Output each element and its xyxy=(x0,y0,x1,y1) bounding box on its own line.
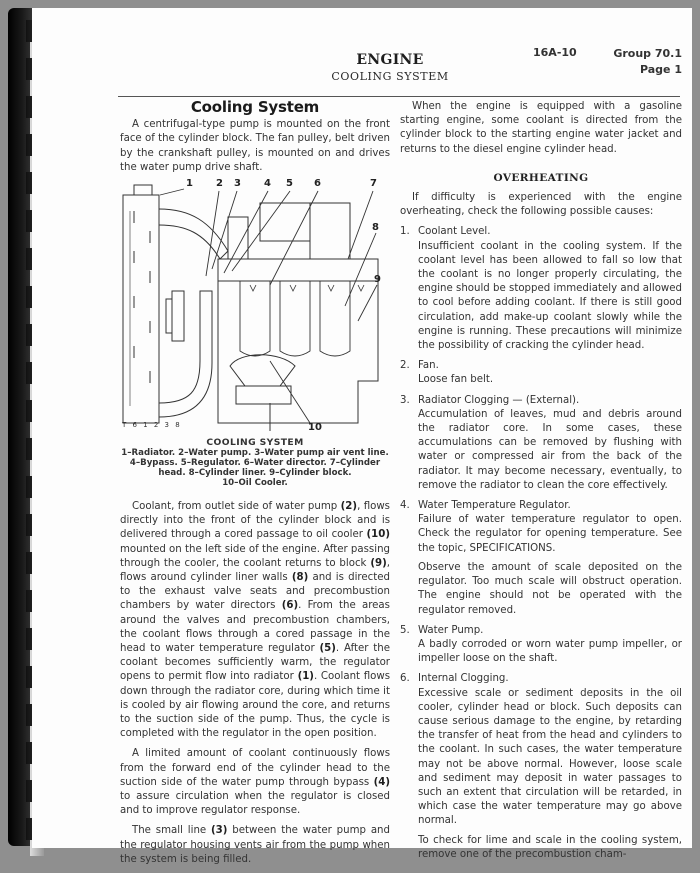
figure-caption xyxy=(120,438,390,488)
cause-body xyxy=(418,638,682,666)
ref-number: (8) xyxy=(291,572,309,584)
cause-body xyxy=(418,408,682,493)
ref-number: (5) xyxy=(319,643,336,655)
callout-label: 4 xyxy=(264,178,271,190)
text-run: The small line xyxy=(132,825,212,837)
text-run: mounted on the left side of the engine. After passing through the cooler, the coolant returns to block xyxy=(120,543,390,569)
caption-line: 1–Radiator. 2–Water pump. 3–Water pump air vent line. xyxy=(121,448,389,459)
caption-line: 10–Oil Cooler. xyxy=(222,478,288,489)
cause-item xyxy=(400,359,682,387)
cause-title-text: Internal Clogging. xyxy=(418,673,509,685)
callout-label: 6 xyxy=(314,178,321,190)
cause-title-text: Water Temperature Regulator. xyxy=(418,500,571,512)
ref-number: (1) xyxy=(297,671,314,683)
cause-body xyxy=(418,513,682,617)
cause-number: 3. xyxy=(400,394,410,406)
text-run: Coolant, from outlet side of water pump xyxy=(132,501,341,513)
cause-title xyxy=(400,359,682,373)
ref-number: (9) xyxy=(370,557,387,569)
text-run: between the water pump and the regulator housing vents air from the pump when the system is being filled. xyxy=(120,825,390,865)
text-run: . Coolant flows down through the radiator core, during which time it is cooled by air flowing around the core, and returns to the suction side of the pump. Thus, the cycle is completed with the regulator in the open position. xyxy=(120,671,391,740)
cause-paragraph: A badly corroded or worn water pump impeller, or impeller loose on the shaft. xyxy=(418,638,682,665)
cause-paragraph: Loose fan belt. xyxy=(418,374,494,386)
ref-number: (10) xyxy=(366,529,390,541)
group-page-info xyxy=(590,46,682,78)
group-number: Group 70.1 xyxy=(613,47,682,60)
page-header xyxy=(300,52,480,83)
vent-line-paragraph xyxy=(120,824,390,867)
cooling-system-diagram xyxy=(120,178,388,436)
text-run: . After the coolant becomes sufficiently warm, the regulator opens to permit flow into radiator xyxy=(120,643,390,683)
cause-title-text: Coolant Level. xyxy=(418,226,491,238)
article-title: Cooling System xyxy=(190,98,320,116)
text-run: A limited amount of coolant continuously flows from the forward end of the cylinder head to the suction side of the water pump through bypass xyxy=(120,748,390,788)
cause-body xyxy=(418,373,682,387)
callout-label: 1 xyxy=(186,178,193,190)
radiator-shape xyxy=(123,195,159,423)
cause-paragraph: Excessive scale or sediment deposits in the oil cooler, cylinder head or block. Such deposits can cause serious damage to the engine, by retarding the transfer of heat from the head and cylinders to the coolant. In such cases, the water temperature may not be above normal. However, loose scale and sediment may deposit in water passages to such an extent that circulation will be retarded, in which case the water temperature may go above normal. xyxy=(418,687,682,827)
ref-number: (2) xyxy=(340,501,358,513)
cause-paragraph: To check for lime and scale in the cooling system, remove one of the precombustion cham- xyxy=(418,834,682,860)
cause-title xyxy=(400,672,682,686)
text-run: . From the areas around the valves and precombustion chambers, the coolant flows through a cored passage in the head to water temperature regulator xyxy=(120,600,390,655)
callout-label: 9 xyxy=(374,274,381,286)
cause-item xyxy=(400,225,682,353)
caption-title: COOLING SYSTEM xyxy=(206,437,304,449)
overheating-intro: If difficulty is experienced with the engine overheating, check the following possible causes: xyxy=(400,192,682,218)
cause-paragraph: Insufficient coolant in the cooling system. If the coolant level has been allowed to fall so low that the coolant is no longer properly circulating, the engine should be stopped immediately and allowed to cool before adding coolant. If there is still good circulation, add make-up coolant slowly while the engine is running. These precautions will minimize the possibility of cracking the cylinder head. xyxy=(418,240,682,352)
ref-number: (4) xyxy=(373,776,390,788)
bypass-paragraph xyxy=(120,747,390,818)
gasoline-engine-paragraph: When the engine is equipped with a gasoline starting engine, some coolant is directed from the cylinder block to the starting engine water jacket and returns to the diesel engine cylinder head. xyxy=(400,101,682,155)
cause-item xyxy=(400,394,682,493)
cause-title xyxy=(400,499,682,513)
text-run: and is directed to the exhaust valve seats and precombustion chambers by water directors xyxy=(120,572,390,612)
caption-line: 4–Bypass. 5–Regulator. 6–Water director. 7–Cylinder xyxy=(129,458,381,469)
cause-title xyxy=(400,225,682,239)
callout-label: 7 xyxy=(370,178,377,190)
cause-title-text: Water Pump. xyxy=(418,624,484,636)
figure-id: T 6 1 2 3 8 xyxy=(122,420,182,429)
intro-paragraph: A centrifugal-type pump is mounted on the front face of the cylinder block. The fan pulley, belt driven by the crankshaft pulley, is mounted on and drives the water pump drive shaft. xyxy=(120,119,390,173)
text-run: , flows directly into the front of the cylinder block and is delivered through a cored passage to oil cooler xyxy=(120,501,390,541)
cause-body xyxy=(418,240,682,354)
cause-title-text: Radiator Clogging — (External). xyxy=(418,394,580,406)
cause-item xyxy=(400,672,682,862)
overheating-heading: OVERHEATING xyxy=(493,171,589,184)
caption-line: head. 8–Cylinder liner. 9–Cylinder block. xyxy=(158,468,352,479)
cause-title xyxy=(400,394,682,408)
cause-number: 1. xyxy=(400,226,410,238)
text-run: , flows around cylinder liner walls xyxy=(120,557,390,584)
cause-paragraph: Failure of water temperature regulator to open. Check the regulator for opening temperature. See the topic, SPECIFICATIONS. xyxy=(418,514,682,554)
coolant-flow-paragraph xyxy=(120,500,390,741)
cause-number: 4. xyxy=(400,500,410,512)
right-column xyxy=(400,100,682,868)
causes-list xyxy=(400,225,682,862)
text-run: to assure circulation when the regulator is closed and to improve regulator response. xyxy=(120,791,390,817)
subsection-title: COOLING SYSTEM xyxy=(331,70,449,83)
ref-number: (3) xyxy=(211,825,228,837)
callout-label: 2 xyxy=(216,178,223,190)
cause-body xyxy=(418,687,682,862)
cause-paragraph: Observe the amount of scale deposited on the regulator. Too much scale will obstruct operation. The engine should not be operated with the regulator removed. xyxy=(418,561,682,616)
cause-number: 2. xyxy=(400,360,410,372)
callout-label: 3 xyxy=(234,178,241,190)
callout-label: 10 xyxy=(308,422,322,434)
cause-title xyxy=(400,624,682,638)
engine-diagram-svg xyxy=(120,181,388,436)
callout-label: 5 xyxy=(286,178,293,190)
page-number: Page 1 xyxy=(639,63,682,76)
cause-item xyxy=(400,624,682,667)
cause-title-text: Fan. xyxy=(418,360,439,372)
left-column xyxy=(120,100,390,873)
ref-number: (6) xyxy=(281,600,299,612)
header-rule xyxy=(118,96,680,97)
section-title: ENGINE xyxy=(356,52,424,68)
cause-number: 6. xyxy=(400,673,410,685)
callout-label: 8 xyxy=(372,222,379,234)
cause-number: 5. xyxy=(400,624,410,636)
cause-paragraph: Accumulation of leaves, mud and debris around the radiator core. In some cases, these accumulations can be removed by flushing with water or compressed air from the back of the radiator. It may become necessary, eventually, to remove the radiator to clean the core effectively. xyxy=(418,408,682,491)
radiator-cap xyxy=(134,185,152,195)
manual-code: 16A-10 xyxy=(533,46,577,59)
cause-item xyxy=(400,499,682,618)
